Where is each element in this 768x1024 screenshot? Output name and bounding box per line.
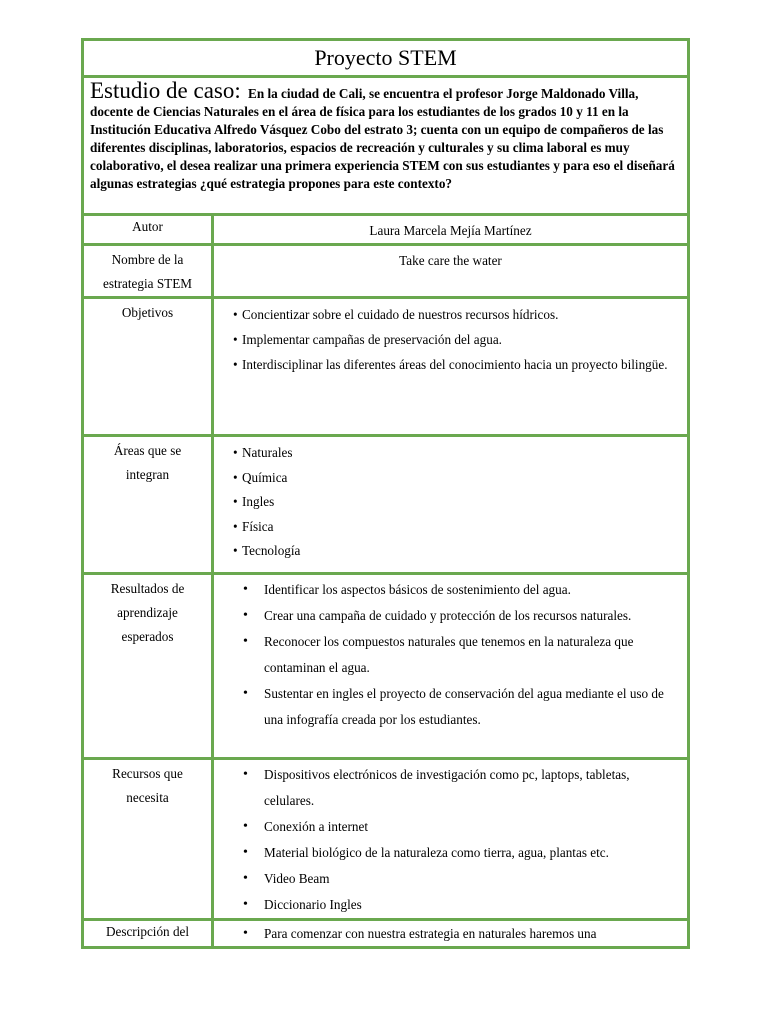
list-item: • Naturales — [242, 441, 681, 466]
recursos-label-line-2: necesita — [126, 790, 169, 805]
strategy-name-label-line-1: Nombre de la — [111, 252, 184, 267]
resultados-row — [83, 574, 689, 759]
title-row — [83, 40, 689, 77]
stem-project-table — [81, 38, 690, 949]
recursos-list — [214, 760, 687, 918]
recursos-cell — [213, 759, 689, 920]
resultados-label-line-3: esperados — [121, 629, 174, 644]
recursos-row — [83, 759, 689, 920]
list-item: • Conexión a internet — [264, 814, 681, 840]
list-item: • Crear una campaña de cuidado y protección de los recursos naturales. — [264, 603, 681, 629]
areas-label-line-2: integran — [125, 467, 170, 482]
strategy-name-value: Take care the water — [213, 245, 689, 298]
list-item: • Para comenzar con nuestra estrategia en naturales haremos una — [264, 923, 681, 945]
areas-cell — [213, 436, 689, 574]
list-item: • Diccionario Ingles — [264, 892, 681, 918]
descripcion-label: Descripción del — [83, 920, 213, 948]
case-study-row — [83, 77, 689, 215]
strategy-name-label-line-2: estrategia STEM — [103, 276, 192, 291]
descripcion-row — [83, 920, 689, 948]
list-item: • Sustentar en ingles el proyecto de conservación del agua mediante el uso de una infografía creada por los estudiantes. — [264, 681, 681, 733]
document-page — [81, 38, 687, 949]
strategy-name-row — [83, 245, 689, 298]
strategy-name-label — [83, 245, 213, 298]
areas-label — [83, 436, 213, 574]
resultados-label — [83, 574, 213, 759]
case-study-cell — [83, 77, 689, 215]
resultados-label-line-1: Resultados de — [110, 581, 185, 596]
case-study-text: En la ciudad de Cali, se encuentra el profesor Jorge Maldonado Villa, docente de Ciencias Naturales en el área de física para los estudiantes de los grados 10 y 11 en la Institución Educativa Alfredo Vásquez Cobo del estrato 3; cuenta con un equipo de compañeros de las diferentes disciplinas, laboratorios, espacios de recreación y culturales y su clima laboral es muy colaborativo, el desea realizar una primera experiencia STEM con sus estudiantes y para eso el diseñará algunas estrategias ¿qué estrategia propones para este contexto? — [90, 86, 675, 191]
list-item: • Interdisciplinar las diferentes áreas del conocimiento hacia un proyecto bilingüe. — [242, 352, 681, 378]
objetivos-label: Objetivos — [83, 298, 213, 436]
list-item: • Concientizar sobre el cuidado de nuestros recursos hídricos. — [242, 303, 681, 328]
list-item: • Video Beam — [264, 866, 681, 892]
recursos-label — [83, 759, 213, 920]
autor-row — [83, 215, 689, 245]
list-item: • Implementar campañas de preservación del agua. — [242, 328, 681, 353]
recursos-label-line-1: Recursos que — [112, 766, 183, 781]
autor-label: Autor — [83, 215, 213, 245]
list-item: • Física — [242, 515, 681, 540]
objetivos-cell — [213, 298, 689, 436]
case-study-heading: Estudio de caso: — [90, 78, 241, 103]
autor-value: Laura Marcela Mejía Martínez — [213, 215, 689, 245]
document-title: Proyecto STEM — [83, 40, 689, 77]
list-item: • Identificar los aspectos básicos de sostenimiento del agua. — [264, 577, 681, 603]
list-item: • Reconocer los compuestos naturales que tenemos en la naturaleza que contaminan el agua. — [264, 629, 681, 681]
areas-row — [83, 436, 689, 574]
resultados-cell — [213, 574, 689, 759]
objetivos-row — [83, 298, 689, 436]
list-item: • Tecnología — [242, 539, 681, 564]
list-item: • Material biológico de la naturaleza como tierra, agua, plantas etc. — [264, 840, 681, 866]
resultados-list — [214, 575, 687, 733]
descripcion-cell — [213, 920, 689, 948]
areas-list — [214, 437, 687, 564]
objetivos-list — [214, 299, 687, 378]
resultados-label-line-2: aprendizaje — [117, 605, 178, 620]
areas-label-line-1: Áreas que se — [113, 443, 182, 458]
list-item: • Ingles — [242, 490, 681, 515]
descripcion-list — [214, 921, 687, 945]
list-item: • Dispositivos electrónicos de investigación como pc, laptops, tabletas, celulares. — [264, 762, 681, 814]
list-item: • Química — [242, 466, 681, 491]
